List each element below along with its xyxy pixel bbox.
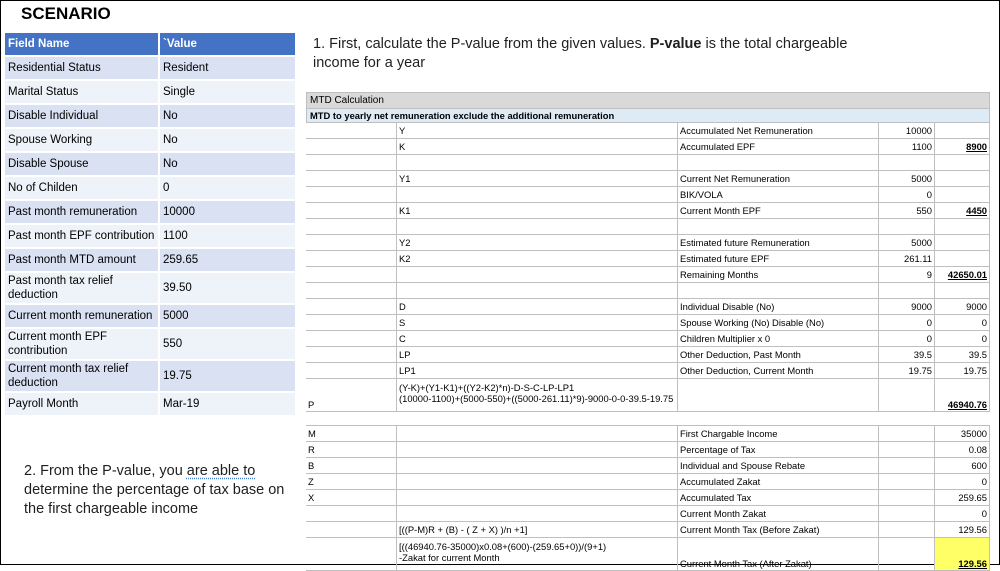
sheet-row: [306, 235, 990, 251]
field-value-cell: 19.75: [160, 361, 295, 391]
amount-cell: [879, 506, 935, 521]
total-cell: 4450: [935, 203, 990, 218]
formula-cell: [397, 474, 678, 489]
var-cell: [306, 315, 397, 330]
p-formula-symbolic: (Y-K)+(Y1-K1)+((Y2-K2)*n)-D-S-C-LP-LP1: [399, 382, 575, 393]
total-cell: [935, 219, 990, 234]
var-cell: [306, 347, 397, 362]
var-cell: [306, 123, 397, 138]
table-row: [5, 225, 295, 247]
field-value-cell: No: [160, 105, 295, 127]
total-cell: 129.56: [935, 522, 990, 537]
field-name-cell: Disable Individual: [5, 105, 160, 127]
mtd-calculation-sheet: [306, 92, 990, 412]
total-cell: 39.5: [935, 347, 990, 362]
sheet-row: [306, 171, 990, 187]
desc-cell: [678, 283, 879, 298]
current-month-tax-result: 129.56: [935, 538, 990, 570]
formula-cell: D: [397, 299, 678, 314]
field-name-cell: Residential Status: [5, 57, 160, 79]
field-name-cell: Payroll Month: [5, 393, 160, 415]
table-row: [5, 201, 295, 223]
desc-cell: Other Deduction, Past Month: [678, 347, 879, 362]
table-row: [5, 177, 295, 199]
formula-cell: [397, 458, 678, 473]
amount-cell: 39.5: [879, 347, 935, 362]
desc-cell: Individual Disable (No): [678, 299, 879, 314]
formula-cell: K1: [397, 203, 678, 218]
var-cell: [306, 522, 397, 537]
formula-cell: K2: [397, 251, 678, 266]
amount-cell: 19.75: [879, 363, 935, 378]
step-two-underlined: are able to: [186, 463, 256, 479]
sheet-row: [306, 442, 990, 458]
table-row: [5, 329, 295, 359]
p-desc: [678, 379, 879, 411]
field-name-cell: Past month EPF contribution: [5, 225, 160, 247]
desc-cell: Accumulated EPF: [678, 139, 879, 154]
scenario-title: SCENARIO: [21, 4, 111, 23]
table-row: [5, 129, 295, 151]
after-zakat-amount: [879, 538, 935, 570]
formula-cell: [397, 219, 678, 234]
desc-cell: Estimated future Remuneration: [678, 235, 879, 250]
sheet-row: [306, 506, 990, 522]
formula-cell: LP1: [397, 363, 678, 378]
total-cell: 259.65: [935, 490, 990, 505]
amount-cell: [879, 458, 935, 473]
var-cell: B: [306, 458, 397, 473]
field-name-header: Field Name: [5, 33, 160, 55]
p-formula: [397, 379, 678, 411]
field-value-cell: 10000: [160, 201, 295, 223]
amount-cell: [879, 283, 935, 298]
step-two-text: 2. From the P-value, you: [24, 463, 187, 479]
sheet-row: [306, 267, 990, 283]
total-cell: 0: [935, 315, 990, 330]
sheet-row: [306, 458, 990, 474]
after-zakat-row: [306, 538, 990, 571]
amount-cell: 1100: [879, 139, 935, 154]
p-value-row: [306, 379, 990, 412]
sheet-row: [306, 426, 990, 442]
desc-cell: [678, 155, 879, 170]
var-cell: [306, 203, 397, 218]
total-cell: 42650.01: [935, 267, 990, 282]
field-name-cell: Spouse Working: [5, 129, 160, 151]
p-formula-numeric: (10000-1100)+(5000-550)+((5000-261.11)*9)-9000-0-0-39.5-19.75: [399, 393, 674, 404]
step-two-note: [24, 462, 294, 519]
var-cell: M: [306, 426, 397, 441]
scenario-table: [5, 31, 295, 417]
tax-rows: [306, 426, 990, 538]
total-cell: 35000: [935, 426, 990, 441]
field-value-cell: 39.50: [160, 273, 295, 303]
var-cell: [306, 187, 397, 202]
amount-cell: 10000: [879, 123, 935, 138]
step-one-note: [313, 35, 893, 73]
desc-cell: [678, 219, 879, 234]
formula-cell: [397, 267, 678, 282]
var-cell: Z: [306, 474, 397, 489]
total-cell: 0: [935, 506, 990, 521]
field-name-cell: Past month MTD amount: [5, 249, 160, 271]
desc-cell: Other Deduction, Current Month: [678, 363, 879, 378]
var-cell: [306, 267, 397, 282]
p-label: P: [306, 379, 397, 411]
formula-cell: [((P-M)R + (B) - ( Z + X) )/n +1]: [397, 522, 678, 537]
field-name-cell: Past month remuneration: [5, 201, 160, 223]
after-zakat-formula-numeric: [((46940.76-35000)x0.08+(600)-(259.65+0))/(9+1): [399, 541, 607, 552]
amount-cell: 5000: [879, 171, 935, 186]
field-name-cell: Disable Spouse: [5, 153, 160, 175]
var-cell: [306, 139, 397, 154]
desc-cell: BIK/VOLA: [678, 187, 879, 202]
desc-cell: Current Month EPF: [678, 203, 879, 218]
sheet-row: [306, 315, 990, 331]
amount-cell: [879, 442, 935, 457]
desc-cell: Children Multiplier x 0: [678, 331, 879, 346]
total-cell: [935, 283, 990, 298]
sheet-row: [306, 219, 990, 235]
desc-cell: Accumulated Zakat: [678, 474, 879, 489]
var-cell: [306, 235, 397, 250]
p-amount: [879, 379, 935, 411]
formula-cell: [397, 187, 678, 202]
after-zakat-desc: Current Month Tax (After Zakat): [678, 538, 879, 570]
amount-cell: 261.11: [879, 251, 935, 266]
amount-cell: [879, 426, 935, 441]
var-cell: [306, 331, 397, 346]
var-cell: [306, 251, 397, 266]
formula-cell: Y2: [397, 235, 678, 250]
var-cell: [306, 363, 397, 378]
total-cell: 0: [935, 474, 990, 489]
after-zakat-formula: [397, 538, 678, 570]
field-value-cell: No: [160, 153, 295, 175]
var-cell: [306, 219, 397, 234]
sheet-row: [306, 347, 990, 363]
sheet-row: [306, 139, 990, 155]
sheet-row: [306, 363, 990, 379]
table-row: [5, 393, 295, 415]
desc-cell: Individual and Spouse Rebate: [678, 458, 879, 473]
var-cell: R: [306, 442, 397, 457]
amount-cell: 0: [879, 331, 935, 346]
field-name-cell: Current month EPF contribution: [5, 329, 160, 359]
sheet-row: [306, 474, 990, 490]
var-cell: [306, 155, 397, 170]
table-row: [5, 81, 295, 103]
tax-calculation-sheet: [306, 425, 990, 571]
total-cell: 8900: [935, 139, 990, 154]
total-cell: [935, 171, 990, 186]
amount-cell: [879, 155, 935, 170]
formula-cell: [397, 283, 678, 298]
sheet-row: [306, 490, 990, 506]
sheet-row: [306, 203, 990, 219]
table-row: [5, 57, 295, 79]
total-cell: [935, 123, 990, 138]
mtd-subheader: MTD to yearly net remuneration exclude the additional remuneration: [306, 109, 990, 123]
field-value-cell: Resident: [160, 57, 295, 79]
total-cell: 600: [935, 458, 990, 473]
field-name-cell: Past month tax relief deduction: [5, 273, 160, 303]
total-cell: [935, 155, 990, 170]
total-cell: 19.75: [935, 363, 990, 378]
value-header: `Value: [160, 33, 295, 55]
total-cell: [935, 187, 990, 202]
total-cell: 9000: [935, 299, 990, 314]
var-cell: [306, 171, 397, 186]
amount-cell: 9000: [879, 299, 935, 314]
var-cell: [306, 283, 397, 298]
var-cell: [306, 299, 397, 314]
amount-cell: 0: [879, 315, 935, 330]
table-row: [5, 105, 295, 127]
table-row: [5, 273, 295, 303]
total-cell: 0.08: [935, 442, 990, 457]
formula-cell: C: [397, 331, 678, 346]
desc-cell: Accumulated Tax: [678, 490, 879, 505]
after-zakat-formula-note: -Zakat for current Month: [399, 552, 500, 563]
formula-cell: [397, 442, 678, 457]
desc-cell: Accumulated Net Remuneration: [678, 123, 879, 138]
formula-cell: Y1: [397, 171, 678, 186]
formula-cell: LP: [397, 347, 678, 362]
field-value-cell: No: [160, 129, 295, 151]
desc-cell: Remaining Months: [678, 267, 879, 282]
total-cell: [935, 251, 990, 266]
mtd-header: MTD Calculation: [306, 92, 990, 109]
p-value-total: 46940.76: [935, 379, 990, 411]
field-name-cell: Current month tax relief deduction: [5, 361, 160, 391]
field-value-cell: 5000: [160, 305, 295, 327]
amount-cell: [879, 490, 935, 505]
desc-cell: Current Net Remuneration: [678, 171, 879, 186]
sheet-row: [306, 331, 990, 347]
desc-cell: Estimated future EPF: [678, 251, 879, 266]
amount-cell: 9: [879, 267, 935, 282]
sheet-row: [306, 123, 990, 139]
field-name-cell: Marital Status: [5, 81, 160, 103]
sheet-row: [306, 251, 990, 267]
total-cell: [935, 235, 990, 250]
table-row: [5, 361, 295, 391]
field-value-cell: Mar-19: [160, 393, 295, 415]
desc-cell: Current Month Tax (Before Zakat): [678, 522, 879, 537]
formula-cell: Y: [397, 123, 678, 138]
amount-cell: 0: [879, 187, 935, 202]
step-one-text-end: is the total chargeable income for a year: [313, 36, 848, 71]
table-row: [5, 249, 295, 271]
formula-cell: [397, 490, 678, 505]
field-value-cell: 1100: [160, 225, 295, 247]
var-cell: [306, 506, 397, 521]
field-name-cell: Current month remuneration: [5, 305, 160, 327]
amount-cell: [879, 474, 935, 489]
desc-cell: Percentage of Tax: [678, 442, 879, 457]
sheet-row: [306, 522, 990, 538]
field-name-cell: No of Childen: [5, 177, 160, 199]
sheet-row: [306, 283, 990, 299]
amount-cell: 550: [879, 203, 935, 218]
formula-cell: [397, 426, 678, 441]
amount-cell: [879, 219, 935, 234]
field-value-cell: 259.65: [160, 249, 295, 271]
after-zakat-label: [306, 538, 397, 570]
mtd-rows: [306, 123, 990, 379]
p-value-term: P-value: [649, 36, 702, 52]
table-row: [5, 305, 295, 327]
formula-cell: S: [397, 315, 678, 330]
sheet-row: [306, 155, 990, 171]
formula-cell: [397, 506, 678, 521]
amount-cell: 5000: [879, 235, 935, 250]
desc-cell: Current Month Zakat: [678, 506, 879, 521]
table-row: [5, 153, 295, 175]
scenario-header-row: [5, 33, 295, 55]
step-two-text-end: determine the percentage of tax base on the first chargeable income: [24, 482, 285, 517]
formula-cell: K: [397, 139, 678, 154]
field-value-cell: 550: [160, 329, 295, 359]
sheet-row: [306, 187, 990, 203]
desc-cell: First Chargable Income: [678, 426, 879, 441]
field-value-cell: Single: [160, 81, 295, 103]
var-cell: X: [306, 490, 397, 505]
sheet-row: [306, 299, 990, 315]
step-one-text: 1. First, calculate the P-value from the given values.: [313, 36, 650, 52]
amount-cell: [879, 522, 935, 537]
total-cell: 0: [935, 331, 990, 346]
field-value-cell: 0: [160, 177, 295, 199]
desc-cell: Spouse Working (No) Disable (No): [678, 315, 879, 330]
formula-cell: [397, 155, 678, 170]
